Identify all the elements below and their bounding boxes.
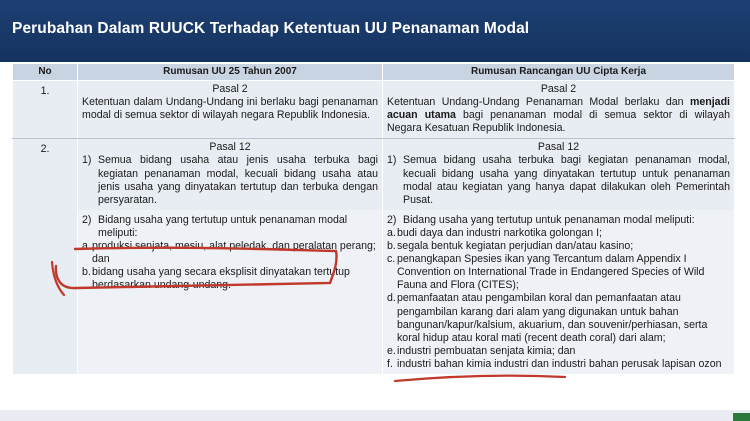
- list-item: [387, 292, 730, 344]
- item-marker: 2): [82, 213, 92, 226]
- item-text: industri pembuatan senjata kimia; dan: [397, 344, 576, 357]
- item-text: Bidang usaha yang tertutup untuk penanaman modal meliputi:: [98, 213, 348, 239]
- pasal-text: [387, 96, 730, 135]
- pasal-label: Pasal 12: [209, 141, 251, 154]
- item-marker: 1): [387, 154, 397, 167]
- page-number-tab: [733, 413, 750, 421]
- item-marker: c.: [387, 253, 396, 266]
- row-number: 1.: [13, 81, 78, 139]
- list-item: [82, 154, 378, 206]
- highlight-bold-text: menjadi acuan utama: [387, 96, 730, 122]
- header-uu-2007: Rumusan UU 25 Tahun 2007: [78, 64, 383, 81]
- item-text: Semua bidang usaha terbuka bagi kegiatan penanaman modal, kecuali bidang usaha yang dinyatakan tertutup untuk penanaman modal atau kegiatan yang hanya dapat dilakukan oleh Pemerintah Pusat.: [403, 154, 730, 206]
- list-item: [387, 240, 730, 253]
- cell-ruu-cipta-kerja: [383, 81, 735, 139]
- item-text: pemanfaatan atau pengambilan koral dan pemanfaatan atau pengambilan karang dari alam yang digunakan untuk bahan bangunan/kapur/kalsium, akuarium, dan souvenir/perhiasan, serta koral hidup atau koral mati (recent death coral) dari alam;: [397, 292, 708, 344]
- red-underline-annotation: [395, 376, 565, 381]
- pasal-text-part: bagi penanaman modal di semua sektor di wilayah Negara Kesatuan Republik Indonesia.: [387, 109, 730, 135]
- item-text: budi daya dan industri narkotika golongan I;: [397, 226, 602, 239]
- item-marker: b.: [82, 266, 91, 279]
- list-item: [82, 266, 378, 292]
- list-item: [82, 240, 378, 266]
- table-row: [13, 81, 735, 139]
- table-header-row: [13, 64, 735, 81]
- item-marker: a.: [387, 226, 396, 239]
- table-row: [13, 210, 735, 374]
- item-text: Semua bidang usaha atau jenis usaha terbuka bagi kegiatan penanaman modal, kecuali bidang usaha atau jenis usaha yang dinyatakan tertutup dan terbuka dengan persyaratan.: [98, 154, 378, 206]
- slide-footer-bar: [0, 410, 750, 421]
- row-number: 2.: [13, 139, 78, 374]
- pasal-label: Pasal 12: [537, 141, 580, 154]
- slide-title: Perubahan Dalam RUUCK Terhadap Ketentuan UU Penanaman Modal: [12, 20, 530, 37]
- item-marker: d.: [387, 292, 396, 305]
- list-item: [387, 253, 730, 292]
- list-item: [387, 345, 730, 358]
- header-no: No: [13, 64, 78, 81]
- item-text: Bidang usaha yang tertutup untuk penanaman modal meliputi:: [403, 213, 695, 226]
- right-restricted-list: [387, 227, 730, 371]
- item-marker: e.: [387, 344, 396, 357]
- table-row: [13, 139, 735, 210]
- header-ruu-cipta-kerja: Rumusan Rancangan UU Cipta Kerja: [383, 64, 735, 81]
- list-item: [387, 227, 730, 240]
- cell-ruu-cipta-kerja: [383, 139, 735, 210]
- list-item: [387, 154, 730, 206]
- list-intro: [387, 214, 730, 227]
- list-item: [387, 358, 730, 371]
- cell-uu-2007: [78, 139, 383, 210]
- item-marker: a.: [82, 240, 91, 253]
- pasal-label: Pasal 2: [540, 83, 577, 95]
- item-text: produksi senjata, mesiu, alat peledak, dan peralatan perang; dan: [92, 240, 376, 266]
- item-text: segala bentuk kegiatan perjudian dan/atau kasino;: [397, 240, 634, 253]
- pasal-text-part: Ketentuan Undang-Undang Penanaman Modal berlaku dan: [387, 96, 690, 109]
- left-restricted-list: [82, 240, 378, 292]
- item-marker: f.: [387, 357, 393, 370]
- list-intro: [82, 214, 378, 240]
- slide-header: [0, 0, 750, 62]
- comparison-table: [12, 63, 735, 374]
- item-text: industri bahan kimia industri dan industri bahan perusak lapisan ozon: [397, 357, 722, 370]
- pasal-text: Ketentuan dalam Undang-Undang ini berlaku bagi penanaman modal di semua sektor di wilayah negara Republik Indonesia.: [82, 96, 378, 122]
- cell-ruu-cipta-kerja: [383, 210, 735, 374]
- cell-uu-2007: [78, 81, 383, 139]
- item-marker: b.: [387, 240, 396, 253]
- item-marker: 1): [82, 154, 92, 167]
- cell-uu-2007: [78, 210, 383, 374]
- pasal-label: Pasal 2: [212, 83, 248, 95]
- item-marker: 2): [387, 213, 397, 226]
- item-text: penangkapan Spesies ikan yang Tercantum dalam Appendix I Convention on International Trade in Endangered Species of Wild Fauna and Flora (CITES);: [397, 253, 705, 292]
- item-text: bidang usaha yang secara eksplisit dinyatakan tertutup berdasarkan undang-undang.: [92, 266, 350, 292]
